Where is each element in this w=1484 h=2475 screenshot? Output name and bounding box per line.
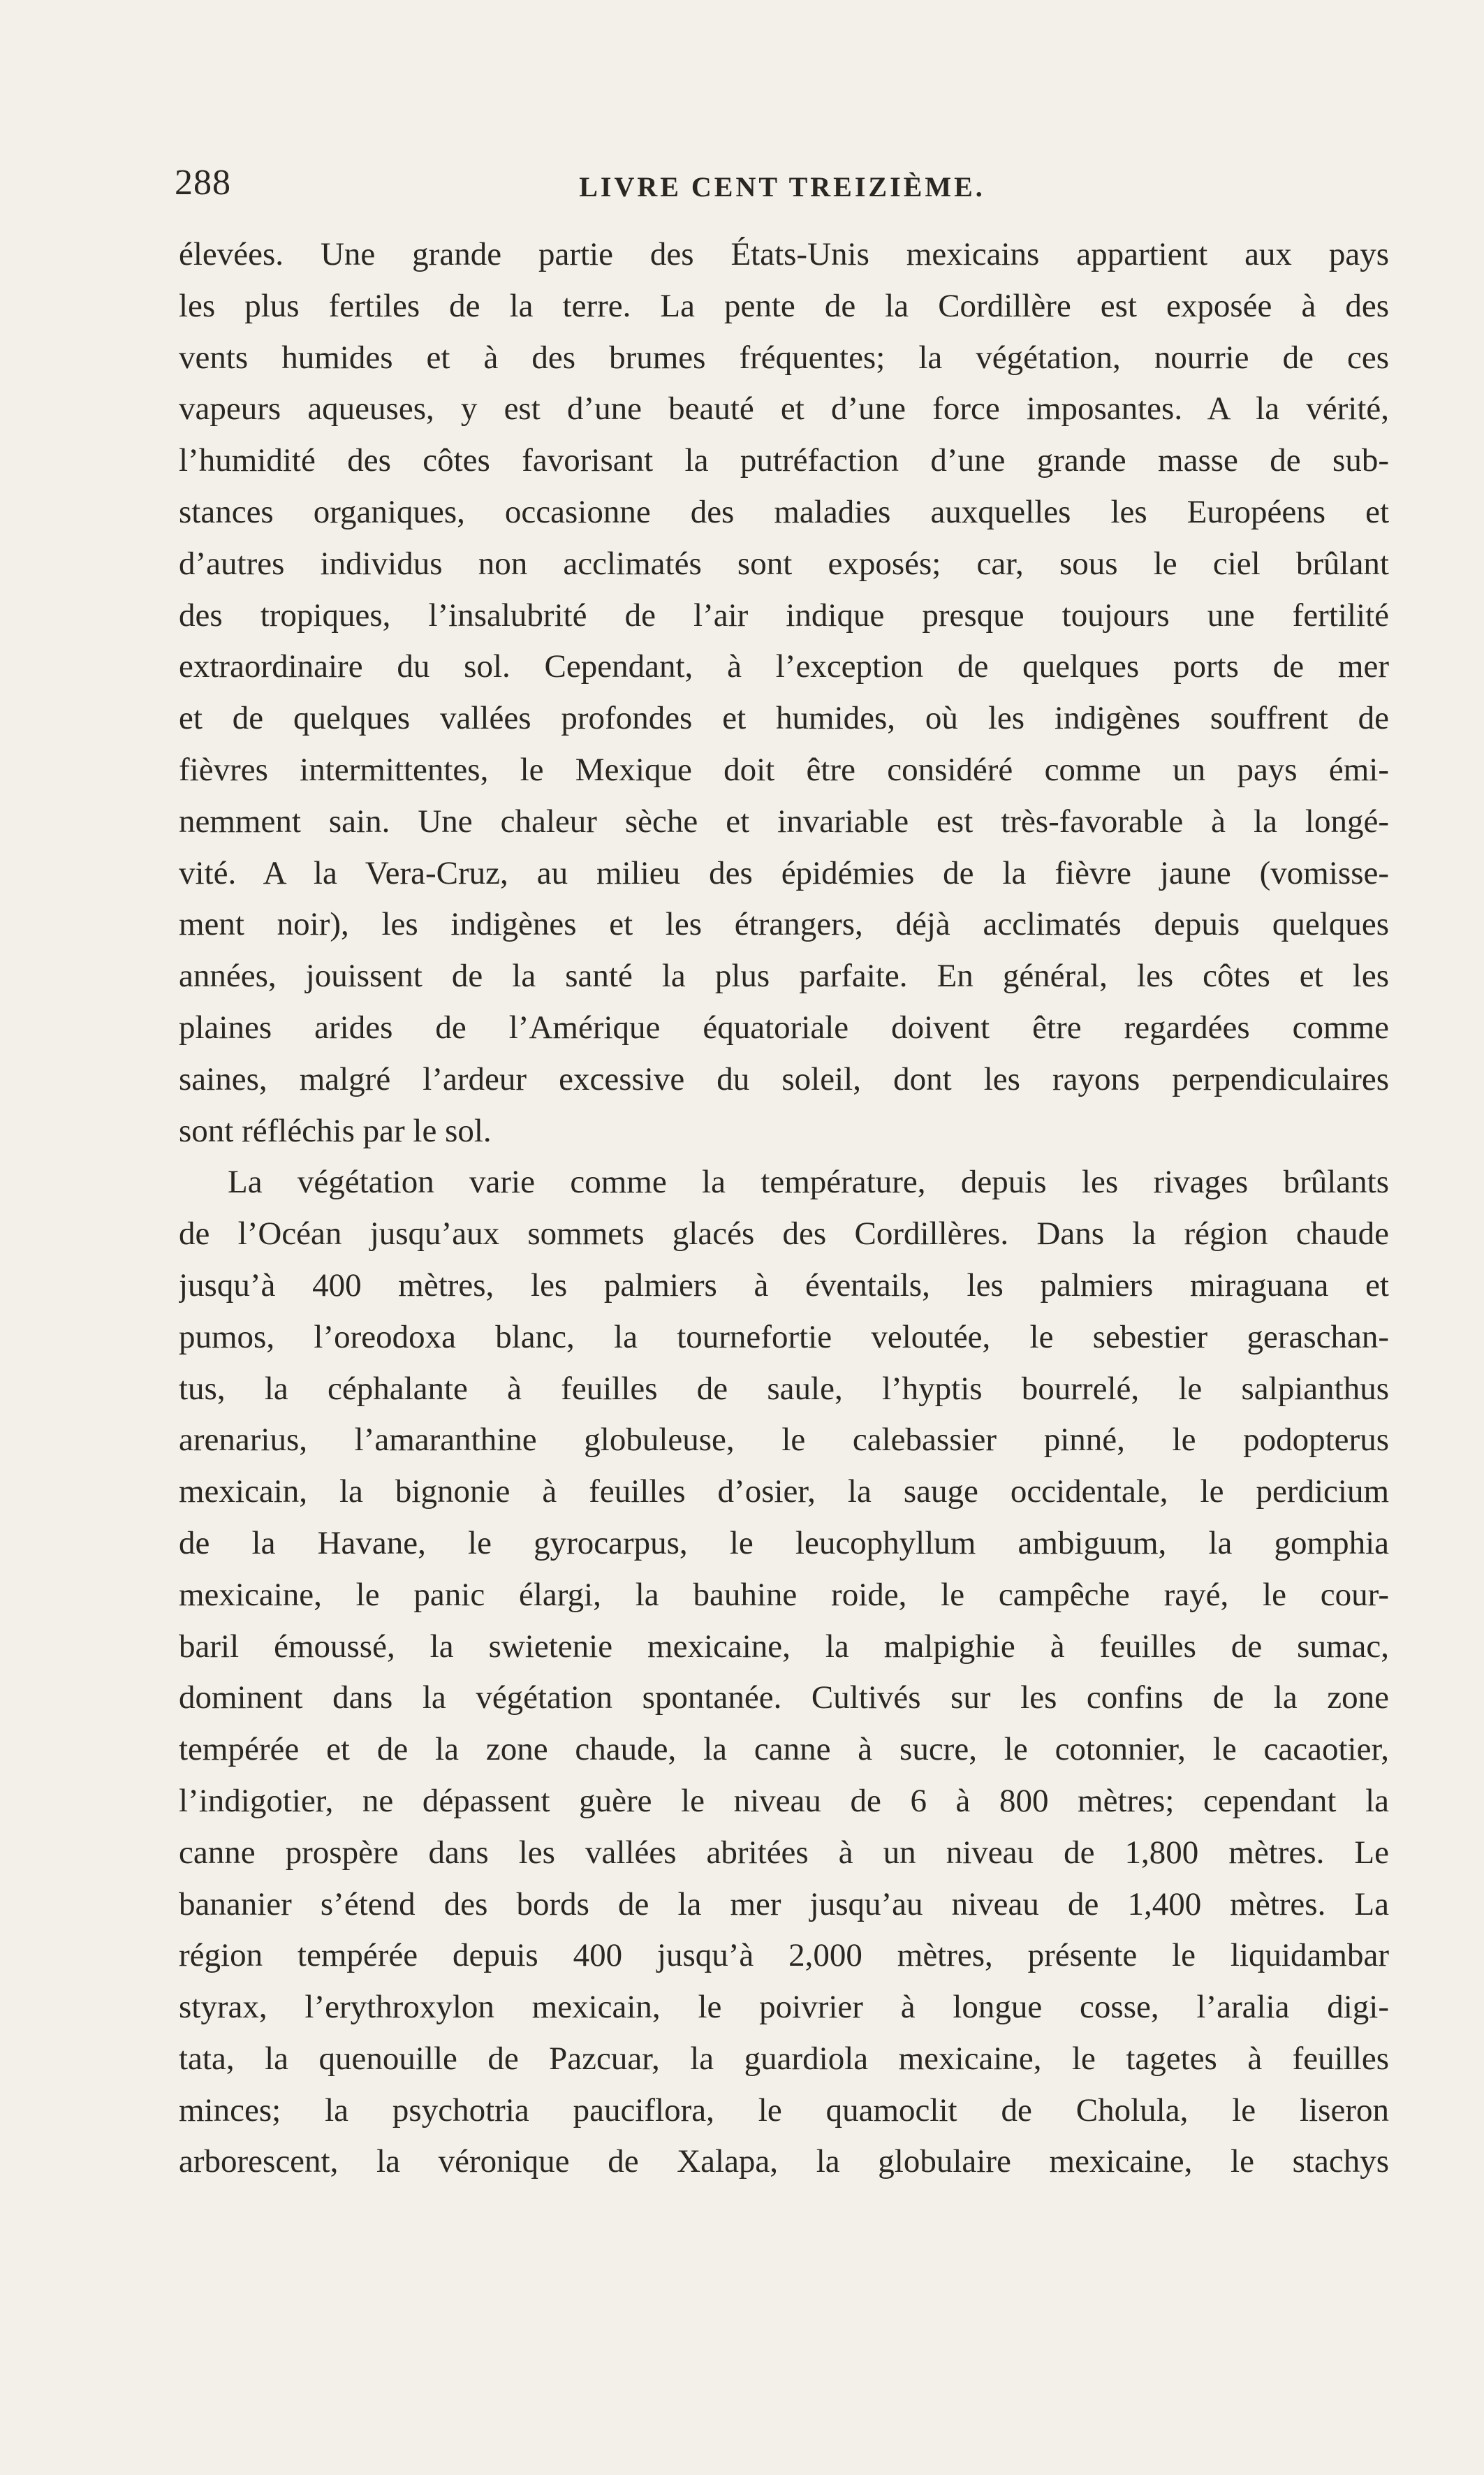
text-line: années, jouissent de la santé la plus parfaite. En général, les côtes et les xyxy=(179,958,1389,995)
text-line: et de quelques vallées profondes et humides, où les indigènes souffrent de xyxy=(179,700,1389,737)
text-line: tempérée et de la zone chaude, la canne à sucre, le cotonnier, le cacaotier, xyxy=(179,1731,1389,1768)
page-header xyxy=(175,162,1390,211)
text-line: vapeurs aqueuses, y est d’une beauté et d’une force imposantes. A la vérité, xyxy=(179,390,1389,428)
text-line: de l’Océan jusqu’aux sommets glacés des Cordillères. Dans la région chaude xyxy=(179,1215,1389,1253)
text-line: d’autres individus non acclimatés sont exposés; car, sous le ciel brûlant xyxy=(179,545,1389,582)
text-line: vité. A la Vera-Cruz, au milieu des épidémies de la fièvre jaune (vomisse- xyxy=(179,854,1389,891)
text-line: pumos, l’oreodoxa blanc, la tournefortie veloutée, le sebestier geraschan- xyxy=(179,1318,1389,1355)
text-line-paragraph-end: sont réfléchis par le sol. xyxy=(179,1112,492,1149)
text-line: mexicain, la bignonie à feuilles d’osier, la sauge occidentale, le perdicium xyxy=(179,1473,1389,1510)
text-line: tus, la céphalante à feuilles de saule, l’hyptis bourrelé, le salpianthus xyxy=(179,1370,1389,1407)
text-line: région tempérée depuis 400 jusqu’à 2,000 mètres, présente le liquidambar xyxy=(179,1937,1389,1974)
text-line-paragraph-start: La végétation varie comme la température, depuis les rivages brûlants xyxy=(228,1164,1389,1201)
text-line: les plus fertiles de la terre. La pente de la Cordillère est exposée à des xyxy=(179,287,1389,324)
text-line: tata, la quenouille de Pazcuar, la guardiola mexicaine, le tagetes à feuilles xyxy=(179,2040,1389,2077)
text-line: l’indigotier, ne dépassent guère le niveau de 6 à 800 mètres; cependant la xyxy=(179,1782,1389,1819)
text-line: vents humides et à des brumes fréquentes; la végétation, nourrie de ces xyxy=(179,339,1389,376)
text-line: l’humidité des côtes favorisant la putréfaction d’une grande masse de sub- xyxy=(179,442,1389,479)
body-text xyxy=(179,229,1389,2188)
running-title: LIVRE CENT TREIZIÈME. xyxy=(579,171,985,203)
text-line: ment noir), les indigènes et les étrangers, déjà acclimatés depuis quelques xyxy=(179,906,1389,943)
text-line: saines, malgré l’ardeur excessive du soleil, dont les rayons perpendiculaires xyxy=(179,1060,1389,1097)
text-line: plaines arides de l’Amérique équatoriale doivent être regardées comme xyxy=(179,1009,1389,1046)
text-line: arborescent, la véronique de Xalapa, la globulaire mexicaine, le stachys xyxy=(179,2143,1389,2180)
page-number: 288 xyxy=(175,163,231,203)
text-line: de la Havane, le gyrocarpus, le leucophyllum ambiguum, la gomphia xyxy=(179,1524,1389,1561)
text-line: bananier s’étend des bords de la mer jusqu’au niveau de 1,400 mètres. La xyxy=(179,1885,1389,1922)
text-line: jusqu’à 400 mètres, les palmiers à éventails, les palmiers miraguana et xyxy=(179,1266,1389,1304)
text-line: nemment sain. Une chaleur sèche et invariable est très-favorable à la longé- xyxy=(179,803,1389,840)
text-line: des tropiques, l’insalubrité de l’air indique presque toujours une fertilité xyxy=(179,597,1389,634)
text-line: mexicaine, le panic élargi, la bauhine roide, le campêche rayé, le cour- xyxy=(179,1576,1389,1613)
text-line: styrax, l’erythroxylon mexicain, le poivrier à longue cosse, l’aralia digi- xyxy=(179,1989,1389,2026)
text-line: baril émoussé, la swietenie mexicaine, la malpighie à feuilles de sumac, xyxy=(179,1628,1389,1665)
text-line: extraordinaire du sol. Cependant, à l’exception de quelques ports de mer xyxy=(179,648,1389,685)
text-line: stances organiques, occasionne des maladies auxquelles les Européens et xyxy=(179,493,1389,530)
text-line: dominent dans la végétation spontanée. Cultivés sur les confins de la zone xyxy=(179,1679,1389,1716)
text-line: élevées. Une grande partie des États-Unis mexicains appartient aux pays xyxy=(179,236,1389,272)
text-line: arenarius, l’amaranthine globuleuse, le calebassier pinné, le podopterus xyxy=(179,1422,1389,1459)
text-line: minces; la psychotria pauciflora, le quamoclit de Cholula, le liseron xyxy=(179,2091,1389,2129)
text-line: fièvres intermittentes, le Mexique doit être considéré comme un pays émi- xyxy=(179,751,1389,788)
text-line: canne prospère dans les vallées abritées à un niveau de 1,800 mètres. Le xyxy=(179,1834,1389,1871)
